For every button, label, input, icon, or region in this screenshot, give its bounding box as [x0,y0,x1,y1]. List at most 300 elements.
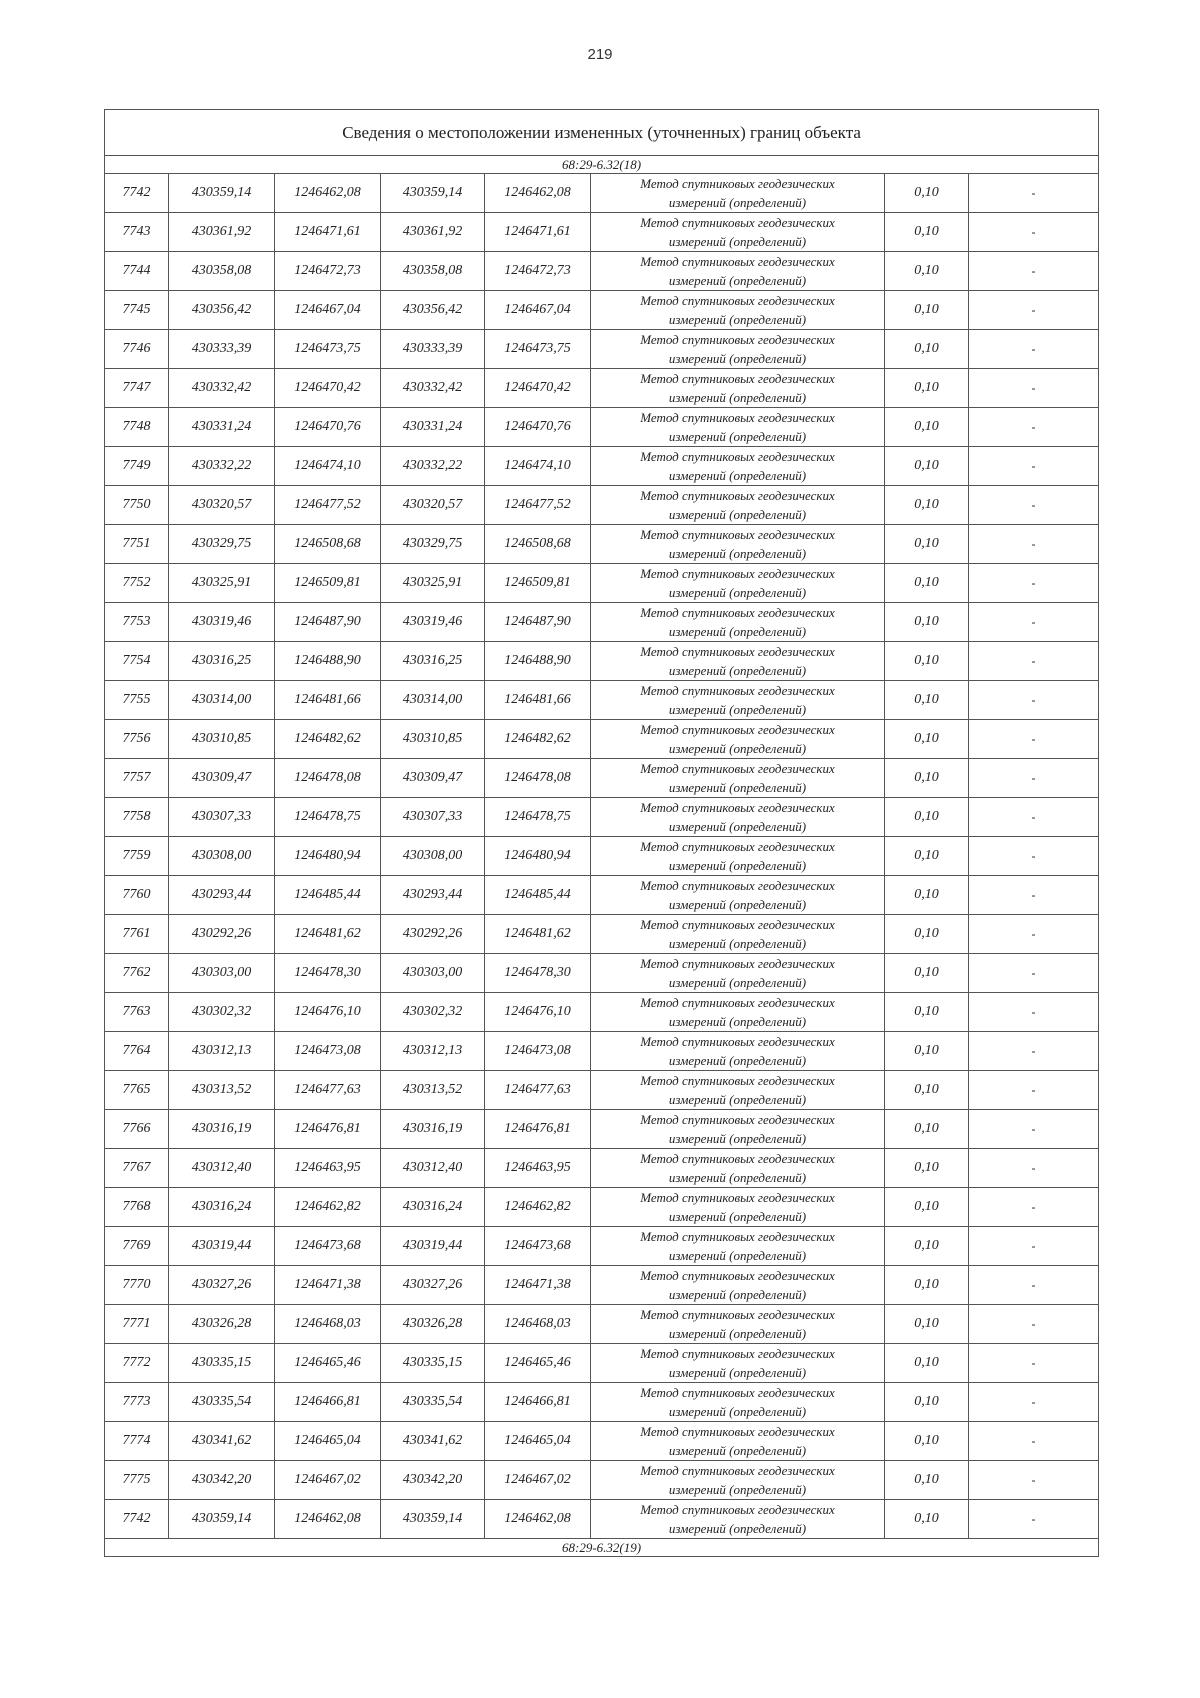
method-line-1: Метод спутниковых геодезических [640,878,835,893]
point-number-cell: 7744 [105,252,169,291]
accuracy-cell: 0,10 [885,252,969,291]
refined-y-cell: 1246462,08 [485,1500,591,1539]
point-number-cell: 7750 [105,486,169,525]
existing-x-cell: 430327,26 [169,1266,275,1305]
method-cell [591,1110,885,1149]
method-cell [591,954,885,993]
refined-x-cell: 430320,57 [381,486,485,525]
method-line-1: Метод спутниковых геодезических [640,1385,835,1400]
refined-y-cell: 1246473,08 [485,1032,591,1071]
existing-y-cell: 1246473,68 [275,1227,381,1266]
existing-y-cell: 1246478,08 [275,759,381,798]
table-row [105,603,1099,642]
existing-x-cell: 430308,00 [169,837,275,876]
refined-x-cell: 430358,08 [381,252,485,291]
refined-x-cell: 430314,00 [381,681,485,720]
existing-y-cell: 1246465,04 [275,1422,381,1461]
point-number-cell: 7745 [105,291,169,330]
table-row [105,720,1099,759]
point-number-cell: 7769 [105,1227,169,1266]
table-row [105,1266,1099,1305]
refined-y-cell: 1246466,81 [485,1383,591,1422]
accuracy-cell: 0,10 [885,720,969,759]
table-row [105,1071,1099,1110]
existing-x-cell: 430331,24 [169,408,275,447]
accuracy-cell: 0,10 [885,1500,969,1539]
table-row [105,291,1099,330]
point-number-cell: 7747 [105,369,169,408]
refined-y-cell: 1246487,90 [485,603,591,642]
method-cell [591,252,885,291]
method-cell [591,564,885,603]
existing-x-cell: 430303,00 [169,954,275,993]
point-number-cell: 7772 [105,1344,169,1383]
method-line-1: Метод спутниковых геодезических [640,995,835,1010]
refined-x-cell: 430333,39 [381,330,485,369]
accuracy-cell: 0,10 [885,876,969,915]
note-cell: - [969,1110,1099,1149]
point-number-cell: 7751 [105,525,169,564]
method-line-1: Метод спутниковых геодезических [640,1268,835,1283]
existing-x-cell: 430312,40 [169,1149,275,1188]
existing-y-cell: 1246481,62 [275,915,381,954]
note-cell: - [969,1383,1099,1422]
method-line-1: Метод спутниковых геодезических [640,176,835,191]
refined-y-cell: 1246472,73 [485,252,591,291]
existing-x-cell: 430319,44 [169,1227,275,1266]
refined-y-cell: 1246463,95 [485,1149,591,1188]
existing-y-cell: 1246473,08 [275,1032,381,1071]
method-line-2: измерений (определений) [668,1092,807,1107]
section-label-bottom: 68:29-6.32(19) [105,1539,1099,1557]
note-cell: - [969,486,1099,525]
note-cell: - [969,252,1099,291]
method-line-2: измерений (определений) [668,1131,807,1146]
note-cell: - [969,798,1099,837]
existing-x-cell: 430329,75 [169,525,275,564]
method-line-2: измерений (определений) [668,936,807,951]
existing-y-cell: 1246485,44 [275,876,381,915]
point-number-cell: 7758 [105,798,169,837]
point-number-cell: 7765 [105,1071,169,1110]
table-row [105,876,1099,915]
method-line-2: измерений (определений) [668,858,807,873]
existing-y-cell: 1246470,76 [275,408,381,447]
refined-x-cell: 430319,46 [381,603,485,642]
table-row [105,1227,1099,1266]
method-line-2: измерений (определений) [668,1170,807,1185]
method-line-2: измерений (определений) [668,624,807,639]
existing-y-cell: 1246509,81 [275,564,381,603]
point-number-cell: 7774 [105,1422,169,1461]
refined-x-cell: 430342,20 [381,1461,485,1500]
note-cell: - [969,876,1099,915]
method-line-2: измерений (определений) [668,1365,807,1380]
existing-x-cell: 430293,44 [169,876,275,915]
point-number-cell: 7768 [105,1188,169,1227]
refined-y-cell: 1246473,75 [485,330,591,369]
point-number-cell: 7749 [105,447,169,486]
table-row [105,564,1099,603]
method-line-2: измерений (определений) [668,1404,807,1419]
refined-x-cell: 430359,14 [381,174,485,213]
method-line-1: Метод спутниковых геодезических [640,254,835,269]
accuracy-cell: 0,10 [885,408,969,447]
refined-x-cell: 430303,00 [381,954,485,993]
table-row [105,447,1099,486]
accuracy-cell: 0,10 [885,1266,969,1305]
point-number-cell: 7762 [105,954,169,993]
existing-y-cell: 1246474,10 [275,447,381,486]
existing-y-cell: 1246478,75 [275,798,381,837]
existing-x-cell: 430326,28 [169,1305,275,1344]
accuracy-cell: 0,10 [885,174,969,213]
refined-x-cell: 430335,54 [381,1383,485,1422]
existing-x-cell: 430316,19 [169,1110,275,1149]
method-line-2: измерений (определений) [668,1053,807,1068]
note-cell: - [969,1461,1099,1500]
table-row [105,993,1099,1032]
existing-x-cell: 430320,57 [169,486,275,525]
note-cell: - [969,759,1099,798]
existing-x-cell: 430310,85 [169,720,275,759]
refined-y-cell: 1246508,68 [485,525,591,564]
table-row [105,1032,1099,1071]
existing-x-cell: 430356,42 [169,291,275,330]
note-cell: - [969,993,1099,1032]
method-cell [591,642,885,681]
refined-x-cell: 430326,28 [381,1305,485,1344]
table-row [105,1500,1099,1539]
existing-y-cell: 1246477,63 [275,1071,381,1110]
point-number-cell: 7771 [105,1305,169,1344]
method-line-1: Метод спутниковых геодезических [640,527,835,542]
point-number-cell: 7764 [105,1032,169,1071]
note-cell: - [969,213,1099,252]
refined-y-cell: 1246482,62 [485,720,591,759]
note-cell: - [969,1149,1099,1188]
refined-x-cell: 430327,26 [381,1266,485,1305]
existing-y-cell: 1246472,73 [275,252,381,291]
refined-y-cell: 1246474,10 [485,447,591,486]
method-cell [591,1149,885,1188]
method-line-2: измерений (определений) [668,429,807,444]
method-line-2: измерений (определений) [668,1443,807,1458]
existing-y-cell: 1246463,95 [275,1149,381,1188]
accuracy-cell: 0,10 [885,1227,969,1266]
note-cell: - [969,1071,1099,1110]
existing-y-cell: 1246471,38 [275,1266,381,1305]
method-line-2: измерений (определений) [668,273,807,288]
refined-x-cell: 430292,26 [381,915,485,954]
method-cell [591,1188,885,1227]
refined-x-cell: 430332,42 [381,369,485,408]
refined-x-cell: 430359,14 [381,1500,485,1539]
method-line-1: Метод спутниковых геодезических [640,722,835,737]
method-cell [591,525,885,564]
method-cell [591,213,885,252]
refined-y-cell: 1246471,61 [485,213,591,252]
table-row [105,252,1099,291]
method-line-2: измерений (определений) [668,780,807,795]
refined-x-cell: 430316,19 [381,1110,485,1149]
table-row [105,408,1099,447]
accuracy-cell: 0,10 [885,291,969,330]
method-line-1: Метод спутниковых геодезических [640,1307,835,1322]
existing-x-cell: 430358,08 [169,252,275,291]
method-line-2: измерений (определений) [668,195,807,210]
existing-y-cell: 1246476,10 [275,993,381,1032]
existing-y-cell: 1246467,02 [275,1461,381,1500]
existing-y-cell: 1246508,68 [275,525,381,564]
refined-y-cell: 1246473,68 [485,1227,591,1266]
refined-x-cell: 430293,44 [381,876,485,915]
method-line-2: измерений (определений) [668,1521,807,1536]
method-line-1: Метод спутниковых геодезических [640,1502,835,1517]
method-line-2: измерений (определений) [668,741,807,756]
method-line-1: Метод спутниковых геодезических [640,371,835,386]
existing-x-cell: 430292,26 [169,915,275,954]
accuracy-cell: 0,10 [885,1305,969,1344]
accuracy-cell: 0,10 [885,681,969,720]
method-line-1: Метод спутниковых геодезических [640,488,835,503]
accuracy-cell: 0,10 [885,1383,969,1422]
accuracy-cell: 0,10 [885,369,969,408]
method-cell [591,798,885,837]
point-number-cell: 7775 [105,1461,169,1500]
method-cell [591,174,885,213]
accuracy-cell: 0,10 [885,837,969,876]
method-line-1: Метод спутниковых геодезических [640,956,835,971]
method-line-2: измерений (определений) [668,507,807,522]
point-number-cell: 7761 [105,915,169,954]
accuracy-cell: 0,10 [885,1422,969,1461]
method-cell [591,720,885,759]
note-cell: - [969,1188,1099,1227]
method-line-1: Метод спутниковых геодезических [640,644,835,659]
existing-y-cell: 1246476,81 [275,1110,381,1149]
refined-x-cell: 430313,52 [381,1071,485,1110]
note-cell: - [969,369,1099,408]
existing-y-cell: 1246462,08 [275,174,381,213]
table-row [105,1188,1099,1227]
note-cell: - [969,954,1099,993]
existing-x-cell: 430359,14 [169,1500,275,1539]
existing-y-cell: 1246462,08 [275,1500,381,1539]
method-line-2: измерений (определений) [668,897,807,912]
refined-y-cell: 1246478,30 [485,954,591,993]
accuracy-cell: 0,10 [885,642,969,681]
note-cell: - [969,564,1099,603]
table-row [105,681,1099,720]
method-line-1: Метод спутниковых геодезических [640,1073,835,1088]
method-cell [591,1461,885,1500]
method-line-1: Метод спутниковых геодезических [640,1229,835,1244]
refined-y-cell: 1246476,10 [485,993,591,1032]
existing-x-cell: 430314,00 [169,681,275,720]
refined-y-cell: 1246485,44 [485,876,591,915]
refined-x-cell: 430361,92 [381,213,485,252]
table-row [105,369,1099,408]
refined-y-cell: 1246477,63 [485,1071,591,1110]
method-line-2: измерений (определений) [668,351,807,366]
note-cell: - [969,291,1099,330]
existing-y-cell: 1246487,90 [275,603,381,642]
point-number-cell: 7756 [105,720,169,759]
refined-x-cell: 430335,15 [381,1344,485,1383]
existing-y-cell: 1246471,61 [275,213,381,252]
method-line-2: измерений (определений) [668,663,807,678]
table-row [105,1305,1099,1344]
method-line-1: Метод спутниковых геодезических [640,449,835,464]
table-row [105,1344,1099,1383]
accuracy-cell: 0,10 [885,603,969,642]
refined-y-cell: 1246470,76 [485,408,591,447]
refined-y-cell: 1246467,02 [485,1461,591,1500]
existing-x-cell: 430307,33 [169,798,275,837]
point-number-cell: 7757 [105,759,169,798]
accuracy-cell: 0,10 [885,1071,969,1110]
note-cell: - [969,408,1099,447]
existing-y-cell: 1246480,94 [275,837,381,876]
table-row [105,915,1099,954]
note-cell: - [969,1344,1099,1383]
point-number-cell: 7753 [105,603,169,642]
method-line-2: измерений (определений) [668,312,807,327]
method-line-1: Метод спутниковых геодезических [640,215,835,230]
method-line-2: измерений (определений) [668,585,807,600]
method-cell [591,408,885,447]
point-number-cell: 7752 [105,564,169,603]
refined-x-cell: 430316,24 [381,1188,485,1227]
method-cell [591,1071,885,1110]
existing-x-cell: 430333,39 [169,330,275,369]
method-cell [591,1500,885,1539]
accuracy-cell: 0,10 [885,1344,969,1383]
refined-y-cell: 1246468,03 [485,1305,591,1344]
method-cell [591,603,885,642]
accuracy-cell: 0,10 [885,330,969,369]
method-line-1: Метод спутниковых геодезических [640,410,835,425]
method-line-1: Метод спутниковых геодезических [640,917,835,932]
refined-y-cell: 1246509,81 [485,564,591,603]
method-line-2: измерений (определений) [668,1326,807,1341]
refined-x-cell: 430308,00 [381,837,485,876]
refined-y-cell: 1246481,62 [485,915,591,954]
point-number-cell: 7743 [105,213,169,252]
note-cell: - [969,915,1099,954]
refined-y-cell: 1246477,52 [485,486,591,525]
method-line-1: Метод спутниковых геодезических [640,566,835,581]
method-line-2: измерений (определений) [668,1248,807,1263]
existing-y-cell: 1246481,66 [275,681,381,720]
accuracy-cell: 0,10 [885,915,969,954]
method-line-2: измерений (определений) [668,702,807,717]
existing-x-cell: 430359,14 [169,174,275,213]
existing-y-cell: 1246473,75 [275,330,381,369]
method-line-2: измерений (определений) [668,390,807,405]
note-cell: - [969,1266,1099,1305]
refined-x-cell: 430312,40 [381,1149,485,1188]
method-line-2: измерений (определений) [668,975,807,990]
accuracy-cell: 0,10 [885,993,969,1032]
existing-y-cell: 1246465,46 [275,1344,381,1383]
accuracy-cell: 0,10 [885,525,969,564]
method-line-2: измерений (определений) [668,1014,807,1029]
refined-y-cell: 1246465,46 [485,1344,591,1383]
refined-x-cell: 430310,85 [381,720,485,759]
existing-y-cell: 1246470,42 [275,369,381,408]
existing-y-cell: 1246488,90 [275,642,381,681]
method-line-1: Метод спутниковых геодезических [640,1112,835,1127]
existing-y-cell: 1246466,81 [275,1383,381,1422]
refined-y-cell: 1246481,66 [485,681,591,720]
accuracy-cell: 0,10 [885,798,969,837]
point-number-cell: 7760 [105,876,169,915]
accuracy-cell: 0,10 [885,447,969,486]
note-cell: - [969,603,1099,642]
table-row [105,174,1099,213]
method-line-1: Метод спутниковых геодезических [640,761,835,776]
refined-y-cell: 1246480,94 [485,837,591,876]
existing-x-cell: 430302,32 [169,993,275,1032]
method-line-1: Метод спутниковых геодезических [640,1424,835,1439]
table-row [105,486,1099,525]
table-row [105,1383,1099,1422]
existing-x-cell: 430332,22 [169,447,275,486]
point-number-cell: 7748 [105,408,169,447]
method-line-2: измерений (определений) [668,234,807,249]
table-row [105,213,1099,252]
table-row [105,525,1099,564]
refined-y-cell: 1246465,04 [485,1422,591,1461]
method-line-2: измерений (определений) [668,468,807,483]
refined-y-cell: 1246462,82 [485,1188,591,1227]
refined-y-cell: 1246470,42 [485,369,591,408]
point-number-cell: 7754 [105,642,169,681]
existing-x-cell: 430312,13 [169,1032,275,1071]
existing-x-cell: 430316,24 [169,1188,275,1227]
refined-x-cell: 430325,91 [381,564,485,603]
existing-y-cell: 1246482,62 [275,720,381,759]
method-cell [591,837,885,876]
method-line-1: Метод спутниковых геодезических [640,683,835,698]
section-label-top: 68:29-6.32(18) [105,156,1099,174]
table-row [105,1149,1099,1188]
existing-x-cell: 430319,46 [169,603,275,642]
note-cell: - [969,837,1099,876]
method-line-1: Метод спутниковых геодезических [640,605,835,620]
table-row [105,330,1099,369]
note-cell: - [969,1500,1099,1539]
method-cell [591,291,885,330]
note-cell: - [969,447,1099,486]
point-number-cell: 7742 [105,174,169,213]
method-line-1: Метод спутниковых геодезических [640,332,835,347]
existing-x-cell: 430342,20 [169,1461,275,1500]
refined-x-cell: 430312,13 [381,1032,485,1071]
existing-y-cell: 1246468,03 [275,1305,381,1344]
table-row [105,954,1099,993]
method-cell [591,1422,885,1461]
note-cell: - [969,174,1099,213]
method-line-1: Метод спутниковых геодезических [640,1463,835,1478]
accuracy-cell: 0,10 [885,213,969,252]
method-cell [591,330,885,369]
table-row [105,642,1099,681]
method-line-1: Метод спутниковых геодезических [640,1034,835,1049]
point-number-cell: 7763 [105,993,169,1032]
